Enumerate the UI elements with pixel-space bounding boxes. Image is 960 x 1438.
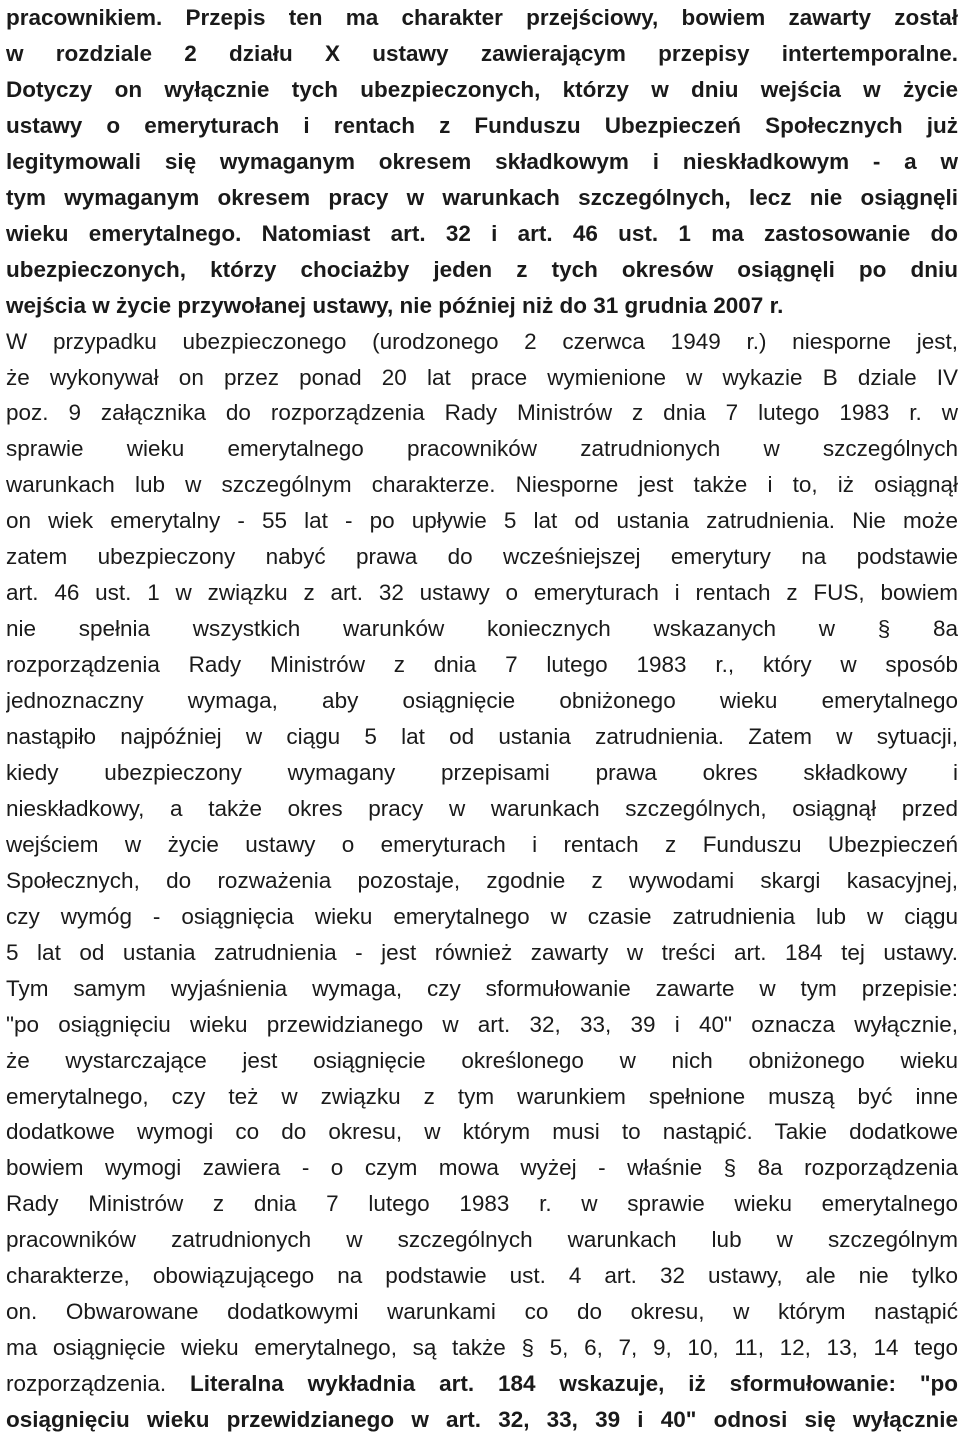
text-line bbox=[6, 1258, 958, 1294]
text-segment: że wystarczające jest osiągnięcie określonego w nich obniżonego wieku bbox=[6, 1047, 958, 1073]
text-segment: wejściem w życie ustawy o emeryturach i rentach z Funduszu Ubezpieczeń bbox=[6, 831, 958, 857]
text-line bbox=[6, 216, 958, 252]
text-segment: emerytalnego, czy też w związku z tym warunkiem spełnione muszą być inne bbox=[6, 1083, 958, 1109]
text-line bbox=[6, 1007, 958, 1043]
text-line bbox=[6, 1114, 958, 1150]
document-page bbox=[6, 0, 958, 1438]
text-segment: sprawie wieku emerytalnego pracowników zatrudnionych w szczególnych bbox=[6, 436, 958, 462]
text-line bbox=[6, 108, 958, 144]
text-line bbox=[6, 467, 958, 503]
text-line bbox=[6, 1150, 958, 1186]
text-line bbox=[6, 791, 958, 827]
text-segment: poz. 9 załącznika do rozporządzenia Rady Ministrów z dnia 7 lutego 1983 r. w bbox=[6, 400, 958, 426]
text-line bbox=[6, 935, 958, 971]
text-segment: nie spełnia wszystkich warunków koniecznych wskazanych w § 8a bbox=[6, 616, 958, 642]
text-line bbox=[6, 1043, 958, 1079]
text-line bbox=[6, 36, 958, 72]
text-segment: 5 lat od ustania zatrudnienia - jest również zawarty w treści art. 184 tej ustawy. bbox=[6, 939, 958, 965]
text-segment: Tym samym wyjaśnienia wymaga, czy sformułowanie zawarte w tym przepisie: bbox=[6, 975, 958, 1001]
text-segment: rozporządzenia Rady Ministrów z dnia 7 lutego 1983 r., który w sposób bbox=[6, 652, 958, 678]
text-line bbox=[6, 1330, 958, 1366]
text-line bbox=[6, 971, 958, 1007]
bold-text-segment: pracownikiem. Przepis ten ma charakter przejściowy, bowiem zawarty został bbox=[6, 5, 958, 30]
text-line bbox=[6, 1294, 958, 1330]
text-segment: on wiek emerytalny - 55 lat - po upływie 5 lat od ustania zatrudnienia. Nie może bbox=[6, 508, 958, 534]
bold-text-segment: wieku emerytalnego. Natomiast art. 32 i art. 46 ust. 1 ma zastosowanie do bbox=[6, 220, 958, 246]
text-line bbox=[6, 252, 958, 288]
text-line bbox=[6, 0, 958, 36]
text-line bbox=[6, 575, 958, 611]
text-segment: bowiem wymogi zawiera - o czym mowa wyżej - właśnie § 8a rozporządzenia bbox=[6, 1155, 958, 1181]
bold-text-segment: legitymowali się wymaganym okresem składkowym i nieskładkowym - a w bbox=[6, 148, 958, 174]
text-segment: rozporządzenia. bbox=[6, 1371, 190, 1397]
text-segment: warunkach lub w szczególnym charakterze. Niesporne jest także i to, iż osiągnął bbox=[6, 472, 958, 498]
text-segment: nastąpiło najpóźniej w ciągu 5 lat od ustania zatrudnienia. Zatem w sytuacji, bbox=[6, 724, 958, 749]
text-segment: "po osiągnięciu wieku przewidzianego w art. 32, 33, 39 i 40" oznacza wyłącznie, bbox=[6, 1011, 958, 1037]
text-line bbox=[6, 395, 958, 431]
text-segment: dodatkowe wymogi co do okresu, w którym musi to nastąpić. Takie dodatkowe bbox=[6, 1119, 958, 1145]
bold-text-segment: tym wymaganym okresem pracy w warunkach szczególnych, lecz nie osiągnęli bbox=[6, 184, 958, 210]
text-line bbox=[6, 719, 958, 755]
text-line bbox=[6, 1366, 958, 1402]
text-line bbox=[6, 611, 958, 647]
text-segment: Społecznych, do rozważenia pozostaje, zgodnie z wywodami skargi kasacyjnej, bbox=[6, 867, 958, 893]
text-segment: pracowników zatrudnionych w szczególnych warunkach lub w szczególnym bbox=[6, 1227, 958, 1253]
text-line bbox=[6, 1222, 958, 1258]
text-line bbox=[6, 683, 958, 719]
text-line bbox=[6, 360, 958, 396]
text-line bbox=[6, 431, 958, 467]
text-line bbox=[6, 1402, 958, 1438]
text-segment: kiedy ubezpieczony wymagany przepisami prawa okres składkowy i bbox=[6, 759, 958, 785]
text-line bbox=[6, 1079, 958, 1115]
text-line bbox=[6, 144, 958, 180]
text-segment: ma osiągnięcie wieku emerytalnego, są także § 5, 6, 7, 9, 10, 11, 12, 13, 14 tego bbox=[6, 1335, 958, 1361]
text-segment: czy wymóg - osiągnięcia wieku emerytalnego w czasie zatrudnienia lub w ciągu bbox=[6, 903, 958, 929]
text-line bbox=[6, 863, 958, 899]
text-line bbox=[6, 899, 958, 935]
text-segment: że wykonywał on przez ponad 20 lat prace wymienione w wykazie B dziale IV bbox=[6, 364, 958, 390]
text-segment: W przypadku ubezpieczonego (urodzonego 2 czerwca 1949 r.) niesporne jest, bbox=[6, 328, 958, 354]
text-line bbox=[6, 288, 958, 324]
text-line bbox=[6, 72, 958, 108]
bold-text-segment: w rozdziale 2 działu X ustawy zawierającym przepisy intertemporalne. bbox=[6, 40, 958, 66]
text-line bbox=[6, 1186, 958, 1222]
text-segment: jednoznaczny wymaga, aby osiągnięcie obniżonego wieku emerytalnego bbox=[6, 688, 958, 714]
text-line bbox=[6, 180, 958, 216]
bold-text-segment: osiągnięciu wieku przewidzianego w art. 32, 33, 39 i 40" odnosi się wyłącznie bbox=[6, 1407, 958, 1433]
text-line bbox=[6, 647, 958, 683]
text-segment: nieskładkowy, a także okres pracy w warunkach szczególnych, osiągnął przed bbox=[6, 795, 958, 821]
bold-text-segment: Dotyczy on wyłącznie tych ubezpieczonych, którzy w dniu wejścia w życie bbox=[6, 76, 958, 102]
text-segment: on. Obwarowane dodatkowymi warunkami co do okresu, w którym nastąpić bbox=[6, 1299, 958, 1325]
bold-text-segment: Literalna wykładnia art. 184 wskazuje, iż sformułowanie: "po bbox=[189, 1371, 958, 1397]
text-segment: Rady Ministrów z dnia 7 lutego 1983 r. w sprawie wieku emerytalnego bbox=[6, 1191, 958, 1217]
text-segment: art. 46 ust. 1 w związku z art. 32 ustawy o emeryturach i rentach z FUS, bowiem bbox=[6, 580, 958, 606]
text-line bbox=[6, 503, 958, 539]
bold-text-segment: ustawy o emeryturach i rentach z Funduszu Ubezpieczeń Społecznych już bbox=[6, 112, 958, 138]
text-line bbox=[6, 827, 958, 863]
text-line bbox=[6, 324, 958, 360]
text-line bbox=[6, 755, 958, 791]
text-segment: charakterze, obowiązującego na podstawie ust. 4 art. 32 ustawy, ale nie tylko bbox=[6, 1263, 958, 1289]
text-line bbox=[6, 539, 958, 575]
bold-text-segment: ubezpieczonych, którzy chociażby jeden z tych okresów osiągnęli po dniu bbox=[6, 256, 958, 282]
bold-text-segment: wejścia w życie przywołanej ustawy, nie później niż do 31 grudnia 2007 r. bbox=[6, 292, 784, 318]
text-segment: zatem ubezpieczony nabyć prawa do wcześniejszej emerytury na podstawie bbox=[6, 544, 958, 570]
